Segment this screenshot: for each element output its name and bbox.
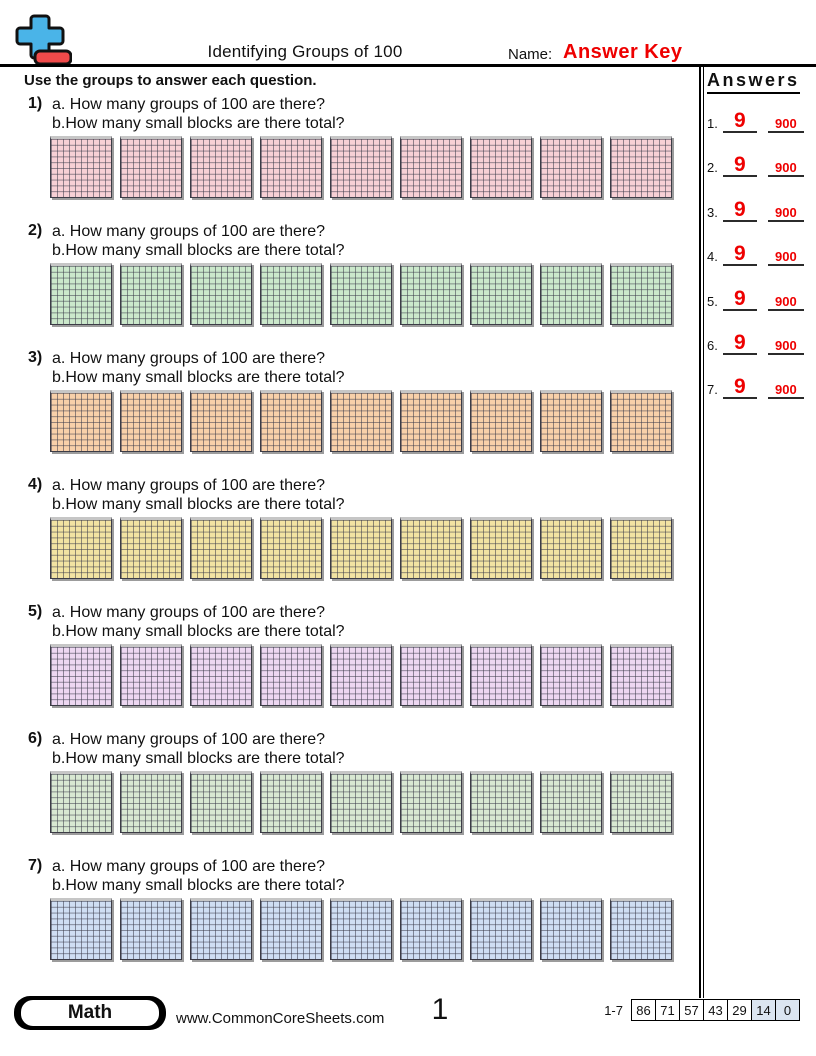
question-number: 5) [28, 603, 43, 620]
question [0, 95, 700, 215]
question-line-b: b.How many small blocks are there total? [52, 496, 345, 513]
hundred-block [330, 263, 392, 325]
answer-item [707, 199, 804, 222]
hundred-block [190, 390, 252, 452]
answer-item [707, 288, 804, 311]
hundred-block [330, 136, 392, 198]
question-text [52, 222, 345, 260]
question [0, 349, 700, 469]
instruction-text: Use the groups to answer each question. [24, 72, 317, 89]
answer-number: 4. [707, 249, 718, 264]
hundred-block [190, 263, 252, 325]
answer-groups-value: 9 [723, 288, 757, 311]
hundred-block [540, 390, 602, 452]
block-row [50, 644, 672, 706]
hundred-block [610, 136, 672, 198]
hundred-block [470, 136, 532, 198]
question-line-b: b.How many small blocks are there total? [52, 877, 345, 894]
score-cell: 43 [703, 999, 728, 1021]
question-line-a: a. How many groups of 100 are there? [52, 858, 326, 875]
block-row [50, 390, 672, 452]
hundred-block [190, 517, 252, 579]
answer-groups-value: 9 [723, 376, 757, 399]
score-cell: 0 [775, 999, 800, 1021]
answer-number: 2. [707, 160, 718, 175]
answer-number: 7. [707, 382, 718, 397]
answer-total-value: 900 [768, 382, 804, 399]
question-text [52, 476, 345, 514]
hundred-block [540, 136, 602, 198]
hundred-block [190, 898, 252, 960]
hundred-block [470, 390, 532, 452]
answer-number: 6. [707, 338, 718, 353]
hundred-block [470, 898, 532, 960]
hundred-block [260, 517, 322, 579]
question-text [52, 349, 345, 387]
question-line-b: b.How many small blocks are there total? [52, 623, 345, 640]
question [0, 730, 700, 850]
question [0, 857, 700, 977]
hundred-block [400, 136, 462, 198]
score-range-label: 1-7 [604, 1002, 623, 1018]
question-number: 6) [28, 730, 43, 747]
block-row [50, 136, 672, 198]
header-rule [0, 64, 816, 67]
hundred-block [120, 390, 182, 452]
answer-item [707, 243, 804, 266]
question [0, 476, 700, 596]
hundred-block [540, 517, 602, 579]
question-text [52, 603, 345, 641]
answer-item [707, 110, 804, 133]
hundred-block [610, 263, 672, 325]
question-text [52, 95, 345, 133]
answer-number: 5. [707, 294, 718, 309]
hundred-block [120, 517, 182, 579]
hundred-block [190, 136, 252, 198]
hundred-block [610, 771, 672, 833]
answer-item [707, 332, 804, 355]
hundred-block [400, 644, 462, 706]
plus-minus-logo-icon [14, 13, 72, 66]
hundred-block [400, 771, 462, 833]
hundred-block [610, 390, 672, 452]
hundred-block [50, 771, 112, 833]
hundred-block [120, 136, 182, 198]
hundred-block [260, 136, 322, 198]
hundred-block [400, 898, 462, 960]
hundred-block [470, 644, 532, 706]
question-line-a: a. How many groups of 100 are there? [52, 477, 326, 494]
answers-title: Answers [707, 70, 800, 94]
block-row [50, 771, 672, 833]
question-line-a: a. How many groups of 100 are there? [52, 350, 326, 367]
question-number: 4) [28, 476, 43, 493]
hundred-block [120, 644, 182, 706]
hundred-block [330, 390, 392, 452]
hundred-block [260, 263, 322, 325]
answer-groups-value: 9 [723, 332, 757, 355]
hundred-block [50, 644, 112, 706]
hundred-block [400, 390, 462, 452]
question-line-b: b.How many small blocks are there total? [52, 369, 345, 386]
score-cell: 86 [631, 999, 656, 1021]
block-row [50, 517, 672, 579]
hundred-block [330, 898, 392, 960]
minus-shape [35, 51, 71, 64]
hundred-block [190, 771, 252, 833]
math-badge-label: Math [21, 1000, 159, 1026]
answer-total-value: 900 [768, 160, 804, 177]
page-number: 1 [431, 993, 449, 1026]
answer-groups-value: 9 [723, 110, 757, 133]
hundred-block [330, 517, 392, 579]
hundred-block [540, 898, 602, 960]
question-number: 2) [28, 222, 43, 239]
answer-total-value: 900 [768, 116, 804, 133]
answer-groups-value: 9 [723, 154, 757, 177]
hundred-block [330, 644, 392, 706]
hundred-block [260, 771, 322, 833]
hundred-block [400, 517, 462, 579]
question-text [52, 857, 345, 895]
hundred-block [50, 263, 112, 325]
score-cell: 71 [655, 999, 680, 1021]
hundred-block [610, 644, 672, 706]
answer-total-value: 900 [768, 249, 804, 266]
block-row [50, 263, 672, 325]
hundred-block [50, 390, 112, 452]
hundred-block [260, 644, 322, 706]
math-subject-badge [14, 996, 166, 1030]
answer-total-value: 900 [768, 338, 804, 355]
answer-number: 3. [707, 205, 718, 220]
hundred-block [540, 263, 602, 325]
hundred-block [190, 644, 252, 706]
question-line-b: b.How many small blocks are there total? [52, 750, 345, 767]
hundred-block [120, 771, 182, 833]
question-line-a: a. How many groups of 100 are there? [52, 223, 326, 240]
question [0, 222, 700, 342]
website-text: www.CommonCoreSheets.com [176, 1010, 385, 1027]
name-label: Name: [508, 46, 553, 63]
answer-groups-value: 9 [723, 199, 757, 222]
score-cell: 57 [679, 999, 704, 1021]
question-number: 1) [28, 95, 43, 112]
hundred-block [470, 517, 532, 579]
hundred-block [610, 898, 672, 960]
question-line-a: a. How many groups of 100 are there? [52, 604, 326, 621]
question-line-a: a. How many groups of 100 are there? [52, 96, 326, 113]
hundred-block [50, 517, 112, 579]
hundred-block [260, 898, 322, 960]
question-text [52, 730, 345, 768]
answer-total-value: 900 [768, 294, 804, 311]
hundred-block [50, 898, 112, 960]
score-cell: 29 [727, 999, 752, 1021]
hundred-block [400, 263, 462, 325]
question-number: 3) [28, 349, 43, 366]
answer-item [707, 154, 804, 177]
hundred-block [540, 771, 602, 833]
question-number: 7) [28, 857, 43, 874]
hundred-block [470, 771, 532, 833]
answer-number: 1. [707, 116, 718, 131]
block-row [50, 898, 672, 960]
question-line-b: b.How many small blocks are there total? [52, 242, 345, 259]
hundred-block [330, 771, 392, 833]
answer-item [707, 376, 804, 399]
score-row [604, 999, 800, 1021]
answer-groups-value: 9 [723, 243, 757, 266]
score-cells [632, 999, 800, 1021]
answer-total-value: 900 [768, 205, 804, 222]
hundred-block [470, 263, 532, 325]
score-cell: 14 [751, 999, 776, 1021]
question-line-a: a. How many groups of 100 are there? [52, 731, 326, 748]
hundred-block [260, 390, 322, 452]
question [0, 603, 700, 723]
hundred-block [50, 136, 112, 198]
question-line-b: b.How many small blocks are there total? [52, 115, 345, 132]
hundred-block [120, 898, 182, 960]
page-title: Identifying Groups of 100 [207, 42, 403, 61]
hundred-block [540, 644, 602, 706]
hundred-block [120, 263, 182, 325]
hundred-block [610, 517, 672, 579]
answer-key-label: Answer Key [563, 41, 683, 63]
